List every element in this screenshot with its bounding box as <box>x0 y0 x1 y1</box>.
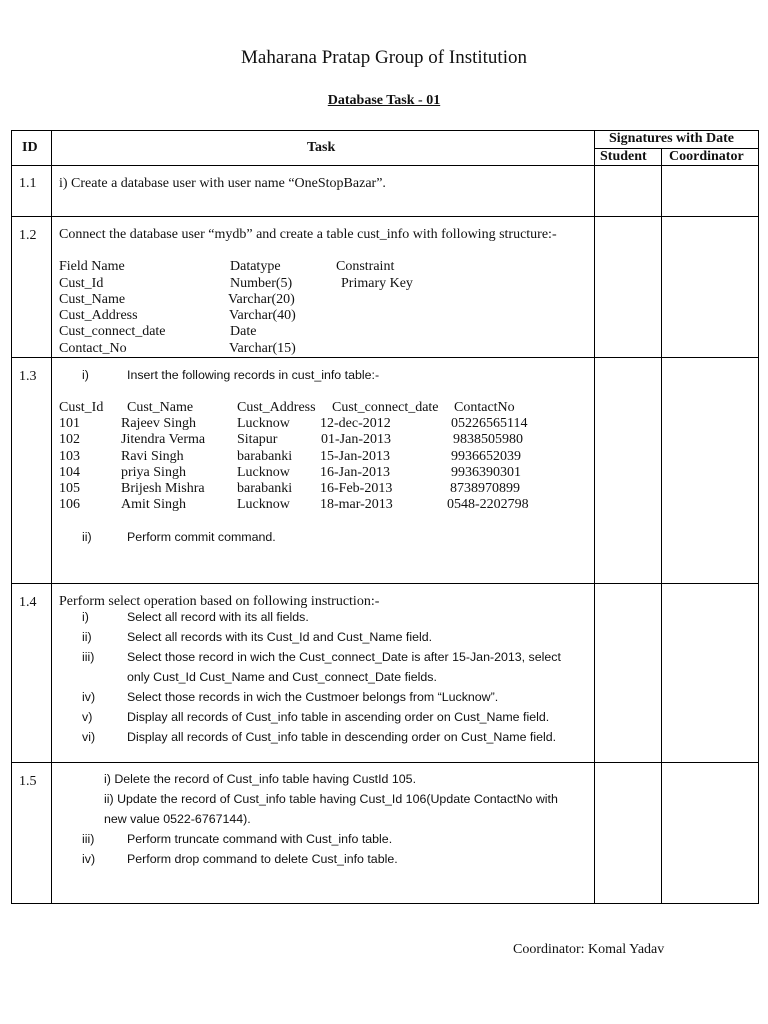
record-cell: 9838505980 <box>453 432 523 447</box>
record-cell: 15-Jan-2013 <box>320 449 390 464</box>
item-number: iv) <box>82 690 96 704</box>
table-border-left <box>11 130 12 904</box>
record-cell: 16-Jan-2013 <box>320 465 390 480</box>
record-cell: 0548-2202798 <box>447 497 529 512</box>
task-1-1-text: i) Create a database user with user name “OneStopBazar”. <box>59 176 386 191</box>
student-column-divider <box>661 148 662 904</box>
step-number: i) <box>82 368 89 382</box>
item-text: i) Delete the record of Cust_info table having CustId 105. <box>104 772 417 786</box>
item-text: Select all records with its Cust_Id and Cust_Name field. <box>127 630 433 644</box>
item-number: vi) <box>82 730 96 744</box>
record-cell: Rajeev Singh <box>121 416 197 431</box>
column-header-task: Task <box>307 140 336 155</box>
item-number: i) <box>82 610 89 624</box>
field-name: Cust_Address <box>59 308 138 323</box>
record-cell: 104 <box>59 465 80 480</box>
record-cell: 8738970899 <box>450 481 520 496</box>
item-number: iv) <box>82 852 96 866</box>
record-cell: Brijesh Mishra <box>121 481 205 496</box>
item-text: Perform drop command to delete Cust_info table. <box>127 852 398 866</box>
record-cell: 101 <box>59 416 80 431</box>
column-header-coordinator: Coordinator <box>669 149 744 164</box>
record-cell: barabanki <box>237 481 293 496</box>
column-header-signatures: Signatures with Date <box>609 131 734 146</box>
item-text: new value 0522-6767144). <box>104 812 251 826</box>
structure-header-cell: Datatype <box>230 259 281 274</box>
document-title <box>0 93 768 109</box>
step-number: ii) <box>82 530 92 544</box>
item-number: iii) <box>82 650 95 664</box>
task-column-divider <box>594 130 595 904</box>
record-cell: priya Singh <box>121 465 186 480</box>
item-text: Display all records of Cust_info table in ascending order on Cust_Name field. <box>127 710 550 724</box>
item-text: Perform truncate command with Cust_info table. <box>127 832 393 846</box>
row-divider <box>11 357 759 358</box>
record-cell: 102 <box>59 432 80 447</box>
item-number: ii) <box>82 630 92 644</box>
record-cell: 105 <box>59 481 80 496</box>
record-cell: 05226565114 <box>451 416 528 431</box>
records-header-cell: Cust_Address <box>237 400 316 415</box>
document-title-text: Database Task - 01 <box>327 93 441 108</box>
structure-header-cell: Field Name <box>59 259 125 274</box>
row-id: 1.1 <box>19 176 37 191</box>
row-id: 1.4 <box>19 595 37 610</box>
row-divider <box>11 216 759 217</box>
item-text: Select all record with its all fields. <box>127 610 309 624</box>
record-cell: Lucknow <box>237 416 290 431</box>
column-header-student: Student <box>600 149 647 164</box>
item-number: v) <box>82 710 93 724</box>
record-cell: Sitapur <box>237 432 278 447</box>
record-cell: 103 <box>59 449 80 464</box>
record-cell: 106 <box>59 497 80 512</box>
item-text: ii) Update the record of Cust_info table having Cust_Id 106(Update ContactNo with <box>104 792 558 806</box>
field-name: Cust_connect_date <box>59 324 166 339</box>
table-border-right <box>758 130 759 904</box>
structure-header-cell: Constraint <box>336 259 395 274</box>
record-cell: 16-Feb-2013 <box>320 481 393 496</box>
task-1-2-intro: Connect the database user “mydb” and create a table cust_info with following structure:- <box>59 227 557 242</box>
field-name: Cust_Name <box>59 292 126 307</box>
records-header-cell: Cust_connect_date <box>332 400 439 415</box>
column-header-id: ID <box>22 140 38 155</box>
field-datatype: Varchar(40) <box>229 308 296 323</box>
item-number: iii) <box>82 832 95 846</box>
field-datatype: Date <box>230 324 257 339</box>
row-divider <box>11 583 759 584</box>
task-1-4-intro: Perform select operation based on following instruction:- <box>59 594 380 609</box>
record-cell: 9936390301 <box>451 465 521 480</box>
table-border-bottom <box>11 903 759 904</box>
record-cell: Lucknow <box>237 497 290 512</box>
row-id: 1.3 <box>19 369 37 384</box>
id-column-divider <box>51 130 52 904</box>
record-cell: 01-Jan-2013 <box>321 432 391 447</box>
step-text: Perform commit command. <box>127 530 276 544</box>
item-text: Display all records of Cust_info table in descending order on Cust_Name field. <box>127 730 557 744</box>
record-cell: 12-dec-2012 <box>320 416 391 431</box>
coordinator-signature-line: Coordinator: Komal Yadav <box>513 942 665 957</box>
field-datatype: Varchar(15) <box>229 341 296 356</box>
row-id: 1.5 <box>19 774 37 789</box>
item-text: Select those records in wich the Custmoer belongs from “Lucknow”. <box>127 690 499 704</box>
record-cell: Jitendra Verma <box>121 432 206 447</box>
field-datatype: Varchar(20) <box>228 292 295 307</box>
row-divider <box>11 762 759 763</box>
row-id: 1.2 <box>19 228 37 243</box>
field-name: Cust_Id <box>59 276 104 291</box>
records-header-cell: Cust_Name <box>127 400 194 415</box>
records-header-cell: ContactNo <box>454 400 515 415</box>
record-cell: Ravi Singh <box>121 449 184 464</box>
field-constraint: Primary Key <box>341 276 413 291</box>
field-datatype: Number(5) <box>230 276 293 291</box>
record-cell: barabanki <box>237 449 293 464</box>
header-bottom-line <box>11 165 759 166</box>
field-name: Contact_No <box>59 341 127 356</box>
item-text: only Cust_Id Cust_Name and Cust_connect_Date fields. <box>127 670 437 684</box>
record-cell: 9936652039 <box>451 449 521 464</box>
record-cell: Lucknow <box>237 465 290 480</box>
step-text: Insert the following records in cust_info table:- <box>127 368 380 382</box>
institution-name: Maharana Pratap Group of Institution <box>241 47 527 68</box>
item-text: Select those record in wich the Cust_connect_Date is after 15-Jan-2013, select <box>127 650 561 664</box>
records-header-cell: Cust_Id <box>59 400 104 415</box>
record-cell: Amit Singh <box>121 497 186 512</box>
record-cell: 18-mar-2013 <box>320 497 393 512</box>
